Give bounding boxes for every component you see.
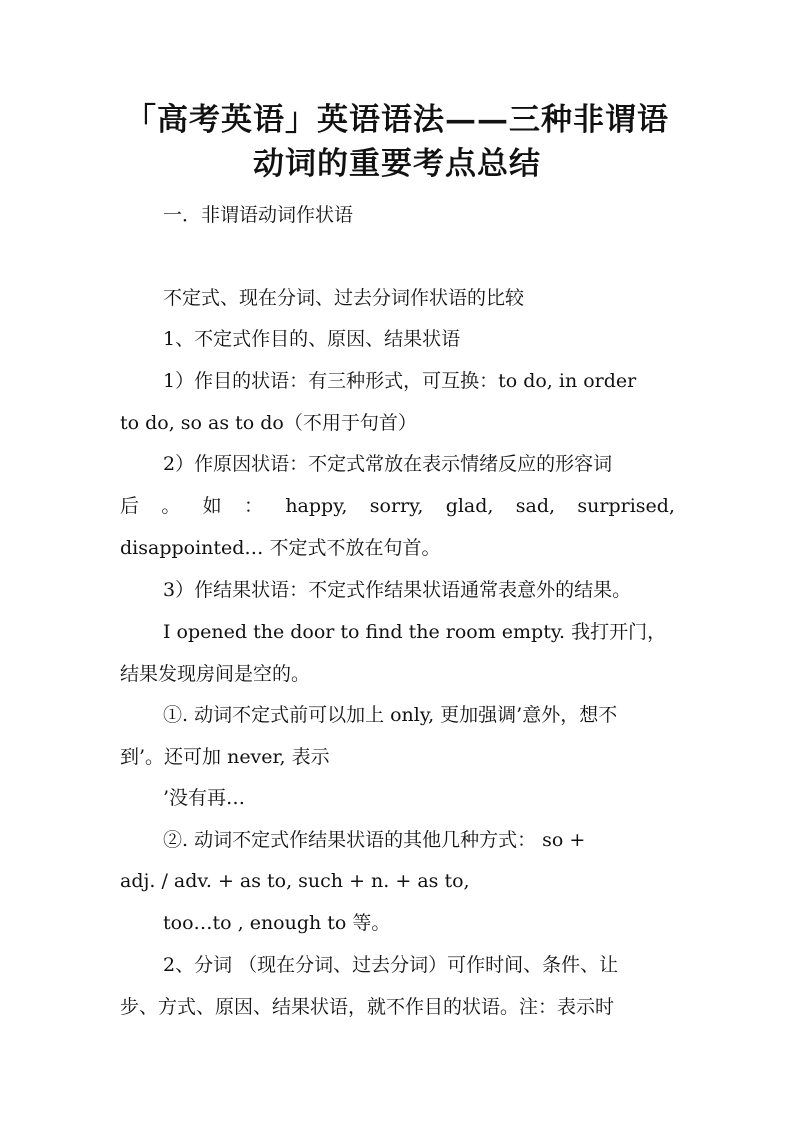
- justified-word: sad,: [515, 495, 556, 517]
- paragraph-note2-line-2: adj. / adv. + as to, such + n. + as to,: [120, 870, 470, 892]
- paragraph-note1-line-2: 到’。还可加 never, 表示: [120, 746, 330, 768]
- paragraph-note2-line-3: too…to , enough to 等。: [163, 912, 391, 934]
- justified-word: ：: [243, 495, 263, 517]
- paragraph-purpose-line-1: 1）作目的状语：有三种形式，可互换：to do, in order: [163, 370, 637, 392]
- justified-word: 后: [120, 495, 140, 517]
- paragraph-note2-line-1: ②. 动词不定式作结果状语的其他几种方式： so +: [163, 829, 586, 851]
- title-line-1: 「高考英语」英语语法——三种非谓语: [125, 102, 669, 138]
- paragraph-infinitive-heading: 1、不定式作目的、原因、结果状语: [163, 328, 461, 350]
- paragraph-comparison: 不定式、现在分词、过去分词作状语的比较: [163, 287, 525, 309]
- paragraph-note1-line-3: ’没有再…: [163, 787, 246, 809]
- title-line-2: 动词的重要考点总结: [253, 146, 541, 182]
- document-title: [110, 98, 684, 186]
- justified-word: 。: [161, 495, 181, 517]
- justified-word: glad,: [445, 495, 494, 517]
- paragraph-example-line-1: I opened the door to find the room empty. 我打开门，: [163, 621, 667, 643]
- justified-word: sorry,: [369, 495, 424, 517]
- paragraph-cause-line-3: disappointed… 不定式不放在句首。: [120, 537, 441, 559]
- section-heading: 一．非谓语动词作状语: [163, 204, 354, 226]
- paragraph-note1-line-1: ①. 动词不定式前可以加上 only, 更加强调’意外，想不: [163, 704, 618, 726]
- paragraph-participle-line-1: 2、分词 （现在分词、过去分词）可作时间、条件、让: [163, 954, 619, 976]
- justified-word: happy,: [285, 495, 348, 517]
- justified-word: 如: [202, 495, 222, 517]
- paragraph-participle-line-2: 步、方式、原因、结果状语，就不作目的状语。注：表示时: [120, 996, 615, 1018]
- paragraph-purpose-line-2: to do, so as to do（不用于句首）: [120, 412, 417, 434]
- paragraph-cause-line-2: [120, 494, 675, 518]
- justified-word: surprised,: [577, 495, 675, 517]
- paragraph-cause-line-1: 2）作原因状语：不定式常放在表示情绪反应的形容词: [163, 453, 613, 475]
- paragraph-result: 3）作结果状语：不定式作结果状语通常表意外的结果。: [163, 579, 632, 601]
- paragraph-example-line-2: 结果发现房间是空的。: [120, 663, 311, 685]
